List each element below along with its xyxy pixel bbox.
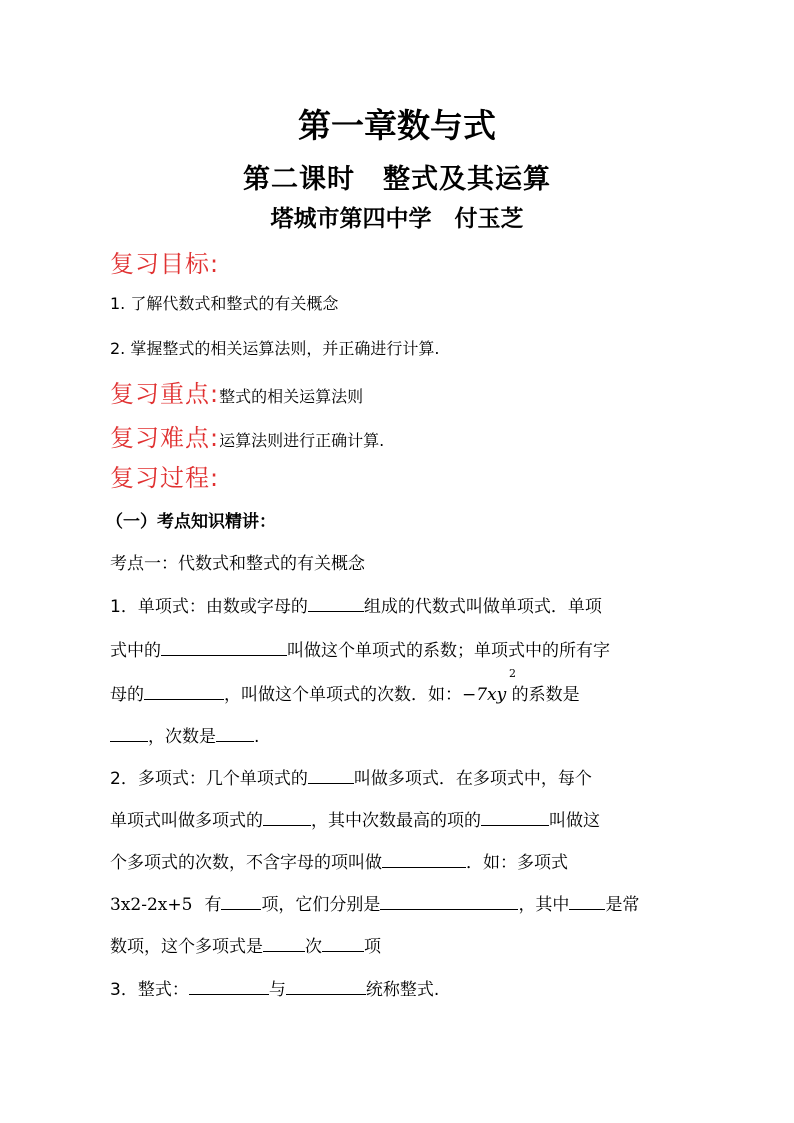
difficulty-heading: 复习难点: [110,424,220,452]
blank[interactable] [161,637,287,656]
polynomial-expression: 3x2-2x+5 [110,895,193,915]
focus-heading: 复习重点: [110,380,220,408]
blank[interactable] [263,933,305,952]
q2-line-5: 数项，这个多项式是 次 项 [110,932,381,957]
q1-line-1: 1．单项式：由数或字母的 组成的代数式叫做单项式．单项 [110,592,602,617]
goals-heading: 复习目标: [110,250,220,278]
chapter-title: 第一章数与式 [298,106,496,145]
blank[interactable] [481,807,549,826]
q2-line-2: 单项式叫做多项式的 ，其中次数最高的项的 叫做这 [110,806,600,831]
goal-item-1: 1. 了解代数式和整式的有关概念 [110,294,339,313]
section-heading: （一）考点知识精讲： [106,512,276,532]
blank[interactable] [322,933,364,952]
blank[interactable] [221,891,261,910]
q2-line-1: 2．多项式：几个单项式的 叫做多项式．在多项式中，每个 [110,764,592,789]
blank[interactable] [308,593,364,612]
blank[interactable] [569,891,605,910]
blank[interactable] [144,681,224,700]
focus-text: 整式的相关运算法则 [219,387,364,406]
q3-line-1: 3．整式： 与 统称整式. [110,975,439,1000]
q1-line-4: ，次数是 . [110,722,259,747]
blank[interactable] [110,723,148,742]
q2-line-4: 3x2-2x+5 有 项，它们分别是 ，其中 是常 [110,890,639,915]
blank[interactable] [308,765,354,784]
point-heading: 考点一：代数式和整式的有关概念 [110,554,365,574]
focus-line [110,374,363,409]
blank[interactable] [189,976,269,995]
lesson-title: 第二课时 整式及其运算 [243,164,551,195]
blank[interactable] [286,976,366,995]
blank[interactable] [263,807,311,826]
author-line: 塔城市第四中学 付玉芝 [270,205,524,232]
blank[interactable] [216,723,254,742]
math-expression: −7xy 2 [462,667,516,705]
q1-line-2: 式中的 叫做这个单项式的系数；单项式中的所有字 [110,636,610,661]
goal-item-2: 2. 掌握整式的相关运算法则，并正确进行计算. [110,339,440,358]
difficulty-text: 运算法则进行正确计算. [219,431,385,450]
q1-line-3: 母的 ，叫做这个单项式的次数．如：−7xy 2 的系数是 [110,667,580,705]
q2-line-3: 个多项式的次数，不含字母的项叫做 ．如：多项式 [110,848,568,873]
difficulty-line [110,418,384,453]
process-heading: 复习过程: [110,464,220,492]
blank[interactable] [382,849,466,868]
blank[interactable] [380,891,518,910]
